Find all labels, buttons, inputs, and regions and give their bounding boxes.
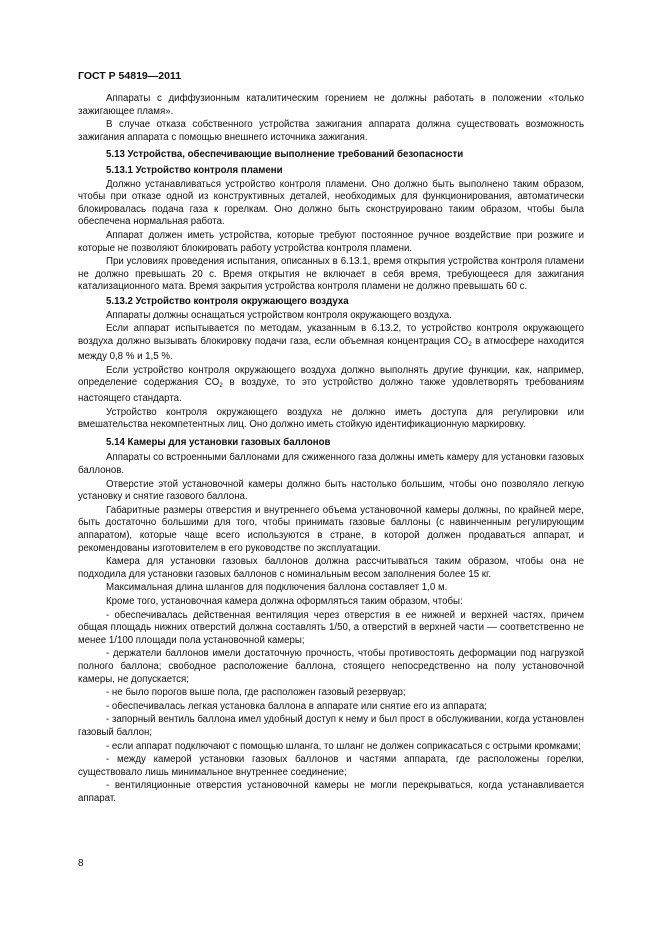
paragraph-co2-function: [78, 365, 584, 406]
list-item: - вентиляционные отверстия установочной камеры не могли перекрываться, когда устанавливается аппарат.: [78, 780, 584, 804]
list-item: - обеспечивалась легкая установка баллона в аппарате или снятие его из аппарата;: [106, 700, 487, 712]
text-run: Если аппарат испытывается по методам, указанным в 6.13.2, то устройство контроля окружающего воздуха должно вызывать блокировку подачи газа, если объемная концентрация CO: [78, 323, 584, 347]
paragraph: Отверстие этой установочной камеры должно быть настолько большим, чтобы оно позволяло легкую установку и снятие газового баллона.: [78, 478, 584, 503]
paragraph: При условиях проведения испытания, описанных в 6.13.1, время открытия устройства контроля пламени не должно превышать 20 с. Время открытия не включает в себя время, требующееся для зажигания катализационного мата. Время закрытия устройства контроля пламени не должно превышать 60 с.: [78, 256, 584, 293]
text-run: Если устройство контроля окружающего воздуха должно выполнять другие функции, как, например, определение содержания CO: [78, 364, 584, 389]
paragraph: Габаритные размеры отверстия и внутреннего объема установочной камеры должны, по крайней мере, быть достаточно большими для того, чтобы принимать газовые баллоны (с навинченным регулирующим аппаратом), которые чаще всего используются в стране, в которой должен продаваться аппарат, и рекомендованы изготовителем в его руководстве по эксплуатации.: [78, 504, 584, 554]
paragraph: Должно устанавливаться устройство контроля пламени. Оно должно быть выполнено таким образом, чтобы при отказе одной из конструктивных деталей, необходимых для функционирования, автоматически блокировалась подача газа к горелкам. Оно должно быть сконструировано таким образом, чтобы была обеспечена нормальная работа.: [78, 178, 584, 228]
paragraph: Аппараты с диффузионным каталитическим горением не должны работать в положении «только зажигающее пламя».: [78, 93, 584, 117]
subsection-heading-5-13-1: 5.13.1 Устройство контроля пламени: [106, 164, 283, 176]
paragraph: Аппараты со встроенными баллонами для сжиженного газа должны иметь камеру для установки газовых баллонов.: [78, 452, 584, 477]
subscript: 2: [219, 382, 223, 390]
paragraph-co2-concentration: [78, 323, 584, 364]
document-header: ГОСТ Р 54819—2011: [78, 70, 182, 82]
paragraph: Камера для установки газовых баллонов должна рассчитываться таким образом, чтобы она не подходила для установки газовых баллонов с номинальным весом заполнения более 15 кг.: [78, 556, 584, 580]
paragraph: Аппарат должен иметь устройства, которые требуют постоянное ручное воздействие при розжиге и которые не позволяют блокировать работу устройства контроля пламени.: [78, 229, 584, 254]
subscript: 2: [468, 340, 472, 348]
page-number: 8: [78, 858, 84, 869]
list-item: - обеспечивалась действенная вентиляция через отверстия в ее нижней и верхней частях, причем общая площадь нижних отверстий должна составлять 1/50, а отверстий в верхней части — соответственно не менее 1/100 площади пола установочной камеры;: [78, 609, 584, 646]
text-run: в воздухе, то это устройство должно также удовлетворять требованиям настоящего стандарта.: [78, 377, 584, 405]
list-item: - если аппарат подключают с помощью шланга, то шланг не должен соприкасаться с острыми кромками;: [106, 740, 581, 752]
paragraph: Максимальная длина шлангов для подключения баллона составляет 1,0 м.: [106, 582, 448, 594]
section-heading-5-14: 5.14 Камеры для установки газовых баллонов: [106, 436, 331, 448]
section-heading-5-13: 5.13 Устройства, обеспечивающие выполнение требований безопасности: [106, 149, 464, 161]
list-item: - держатели баллонов имели достаточную прочность, чтобы противостоять деформации под нагрузкой полного баллона; свободное расположение баллона, стоящего непосредственно на полу установочной камеры, не допускается;: [78, 648, 584, 685]
paragraph: Кроме того, установочная камера должна оформляться таким образом, чтобы:: [106, 595, 463, 607]
paragraph: Аппараты должны оснащаться устройством контроля окружающего воздуха.: [106, 309, 452, 321]
text-run: в атмосфере находится между 0,8 % и 1,5 %.: [78, 335, 584, 363]
document-body: [78, 93, 584, 806]
list-item: - между камерой установки газовых баллонов и частями аппарата, где расположены горелки, существовало лишь минимальное внутреннее соединение;: [78, 754, 584, 778]
list-item: - не было порогов выше пола, где расположен газовый резервуар;: [106, 687, 406, 699]
subsection-heading-5-13-2: 5.13.2 Устройство контроля окружающего воздуха: [106, 295, 349, 307]
list-item: - запорный вентиль баллона имел удобный доступ к нему и был прост в обслуживании, когда установлен газовый баллон;: [78, 714, 584, 738]
paragraph: В случае отказа собственного устройства зажигания аппарата должна существовать возможность зажигания аппарата с помощью внешнего источника зажигания.: [78, 119, 584, 143]
paragraph: Устройство контроля окружающего воздуха не должно иметь доступа для регулировки или вмешательства некомпетентных лиц. Оно должно иметь стойкую идентификационную маркировку.: [78, 406, 584, 431]
